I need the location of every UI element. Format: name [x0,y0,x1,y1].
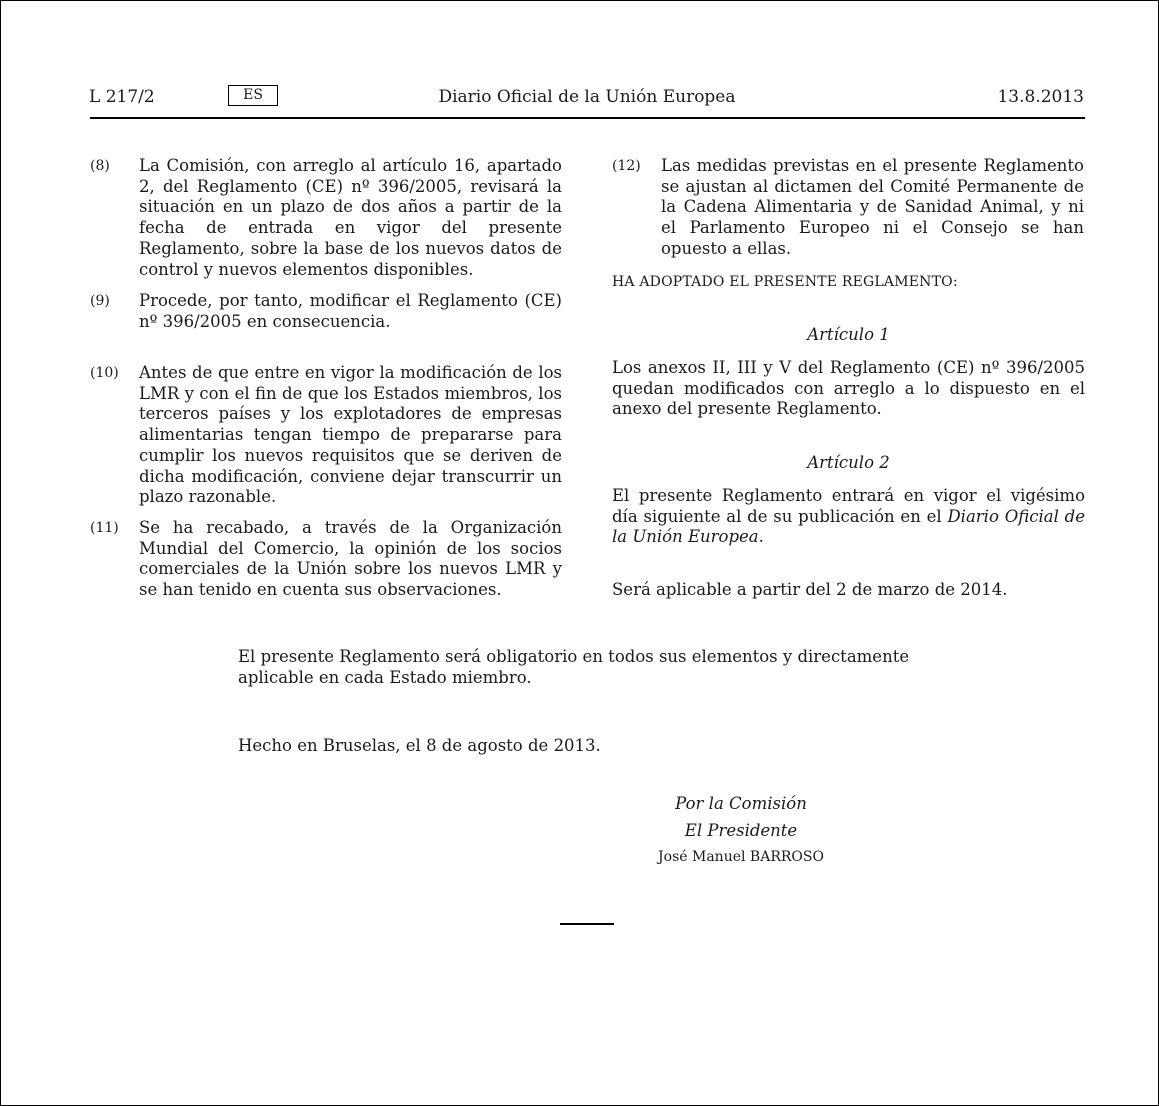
article-1-text: Los anexos II, III y V del Reglamento (CE) nº 396/2005 quedan modificados con arreglo a lo dispuesto en el anexo del presente Reglamento. [612,358,1085,419]
binding-clause: El presente Reglamento será obligatorio en todos sus elementos y directamente aplicable en cada Estado miembro. [238,647,910,687]
recital-number: (9) [90,293,110,309]
adoption-statement: HA ADOPTADO EL PRESENTE REGLAMENTO: [612,274,958,290]
recital-text: La Comisión, con arreglo al artículo 16, apartado 2, del Reglamento (CE) nº 396/2005, revisará la situación en un plazo de dos años a partir de la fecha de entrada en vigor del presente Reglamento, sobre la base de los nuevos datos de control y nuevos elementos disponibles. [139,156,562,279]
recital-text: Antes de que entre en vigor la modificación de los LMR y con el fin de que los Estados miembros, los terceros países y los explotadores de empresas alimentarias tengan tiempo de prepararse para cumplir los nuevos requisitos que se deriven de dicha modificación, conviene dejar transcurrir un plazo razonable. [139,363,562,507]
recital-text: Se ha recabado, a través de la Organización Mundial del Comercio, la opinión de los socios comerciales de la Unión sobre los nuevos LMR y se han tenido en cuenta sus observaciones. [139,518,562,600]
signature-on-behalf: Por la Comisión [675,794,807,813]
end-rule [560,923,614,925]
recital-number: (10) [90,365,119,381]
applicability-date: Será aplicable a partir del 2 de marzo de 2014. [612,580,1008,599]
signatory-name: José Manuel BARROSO [658,849,824,865]
recital-number: (8) [90,158,110,174]
done-at-line: Hecho en Bruselas, el 8 de agosto de 2013. [238,736,601,755]
language-badge: ES [228,85,278,106]
article-1-title: Artículo 1 [807,325,890,344]
header-rule [90,117,1085,119]
signature-block [591,790,891,871]
recital-number: (12) [612,158,641,174]
recital-text: Procede, por tanto, modificar el Reglamento (CE) nº 396/2005 en consecuencia. [139,291,562,331]
publication-date: 13.8.2013 [997,87,1084,107]
journal-series-code: L 217/2 [89,87,155,107]
article-2-text-after: . [758,527,764,547]
article-2-text-before: El presente Reglamento entrará en vigor el vigésimo día siguiente al de su publicación en el [612,486,1085,526]
article-2-text [612,486,1085,548]
journal-title: Diario Oficial de la Unión Europea [438,87,736,107]
recital-number: (11) [90,520,119,536]
journal-name-italic: Diario Oficial de la Unión Europea [612,506,1085,547]
article-2-title: Artículo 2 [807,453,890,472]
recital-text: Las medidas previstas en el presente Reglamento se ajustan al dictamen del Comité Permanente de la Cadena Alimentaria y de Sanidad Animal, y ni el Parlamento Europeo ni el Consejo se han opuesto a ellas. [661,156,1084,258]
signature-role: El Presidente [684,821,798,840]
